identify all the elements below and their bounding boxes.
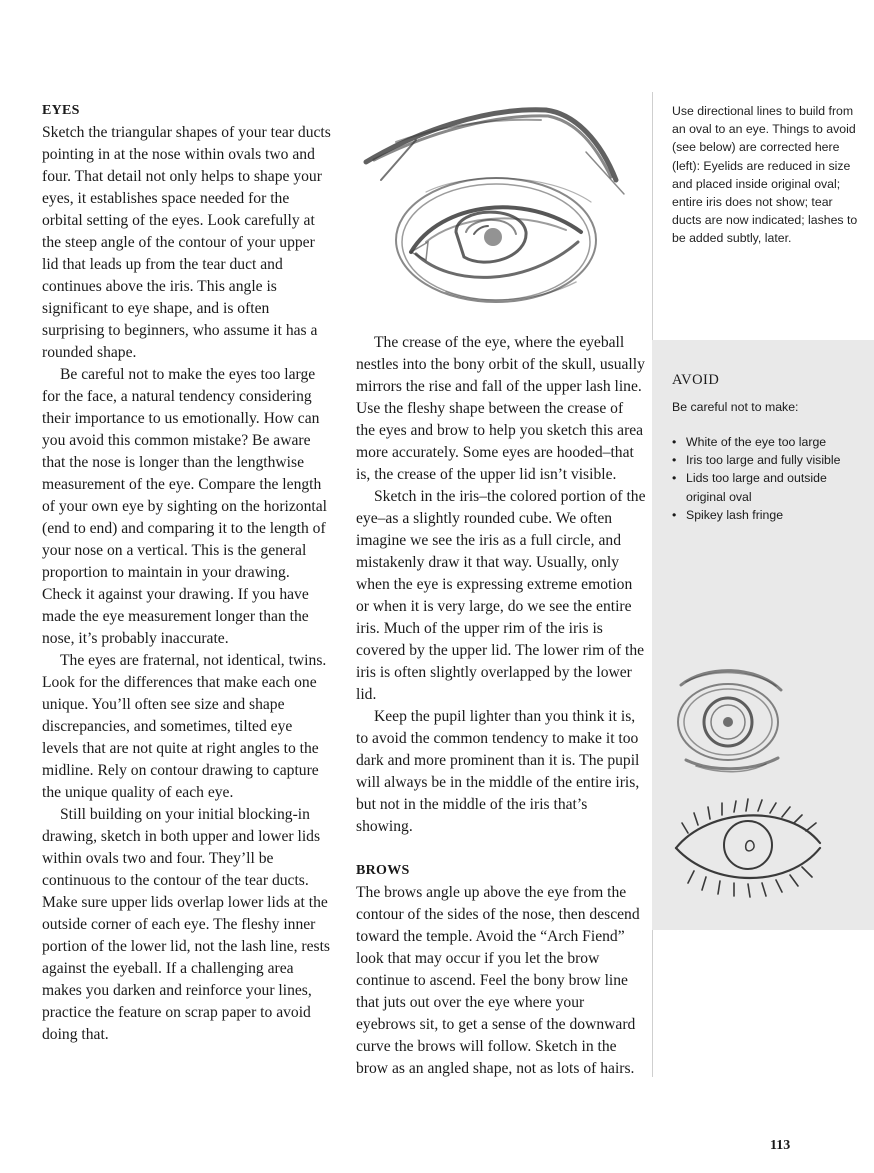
avoid-item: • White of the eye too large: [672, 433, 852, 451]
middle-paragraph-1: The crease of the eye, where the eyeball nestles into the bony orbit of the skull, usually mirrors the rise and fall of the upper lash line. Use the fleshy shape between the crease of the eyes and brow to help you sketch this area more accurately. Some eyes are hooded–that is, the crease of the upper lid isn’t visible.: [356, 334, 645, 483]
iris-too-large-sketch: [666, 660, 796, 780]
avoid-title: AVOID: [672, 372, 720, 388]
avoid-item: • Iris too large and fully visible: [672, 451, 852, 469]
brows-paragraph: The brows angle up above the eye from the contour of the sides of the nose, then descend toward the temple. Avoid the “Arch Fiend” look that may occur if you let the brow continue to ascend. Feel the bony brow line that juts out over the eye where your eyebrows sit, to get a sense of the downward curve the brows will follow. Sketch in the brow as an angled shape, not as lots of hairs.: [356, 884, 640, 1077]
page-number: 113: [770, 1138, 791, 1153]
eyes-section: [42, 100, 332, 1046]
avoid-intro: Be careful not to make:: [672, 400, 799, 414]
avoid-item: • Spikey lash fringe: [672, 506, 852, 524]
figure-caption: Use directional lines to build from an oval to an eye. Things to avoid (see below) are corrected here (left): Eyelids are reduced in size and placed inside original oval; entire iris does not show; tear ducts are now indicated; lashes to be added subtly, later.: [672, 104, 858, 246]
middle-column: [356, 92, 646, 1080]
eyes-paragraph-2: Be careful not to make the eyes too large for the face, a natural tendency considering their importance to us emotionally. How can you avoid this common mistake? Be aware that the nose is longer than the lengthwise measurement of the eye. Compare the length of your own eye by sighting on the horizontal (end to end) and comparing it to the length of your nose on a vertical. This is the general proportion to maintain in your drawing. Check it against your drawing. If you have made the eye measurement longer than the nose, it’s probably inaccurate.: [42, 366, 327, 647]
sidebar: [652, 92, 874, 1077]
middle-paragraph-3: Keep the pupil lighter than you think it is, to avoid the common tendency to make it too dark and more prominent than it is. The pupil will always be in the middle of the entire iris, but not in the middle of the iris that’s showing.: [356, 708, 640, 835]
eyes-paragraph-3: The eyes are fraternal, not identical, twins. Look for the differences that make each one unique. You’ll often see size and shape discrepancies, and sometimes, tilted eye levels that are not quite at right angles to the midline. Rely on contour drawing to capture the unique quality of each eye.: [42, 652, 327, 801]
eyes-paragraph-1: Sketch the triangular shapes of your tear ducts pointing in at the nose within ovals two and four. That detail not only helps to shape your eyes, it establishes space needed for the orbital setting of the eyes. Look carefully at the steep angle of the contour of your upper lid that leads up from the tear duct and continues above the iris. This angle is significant to eye shape, and is often surprising to beginners, who assume it has a rounded shape.: [42, 124, 331, 361]
avoid-list: [672, 433, 852, 524]
eye-sketch-illustration: [356, 92, 646, 332]
eyes-paragraph-4: Still building on your initial blocking-in drawing, sketch in both upper and lower lids within ovals two and four. They’ll be continuous to the contour of the tear ducts. Make sure upper lids overlap lower lids at the outside corner of each eye. The fleshy inner portion of the lower lid, not the lash line, rests against the eyeball. If a challenging area makes you darken and reinforce your lines, practice the feature on scrap paper to avoid doing that.: [42, 806, 330, 1043]
brows-heading: BROWS: [356, 863, 410, 878]
avoid-box: [652, 340, 874, 930]
brows-section: [356, 860, 646, 1080]
middle-paragraph-2: Sketch in the iris–the colored portion of the eye–as a slightly rounded cube. We often imagine we see the iris as a full circle, and mistakenly draw it that way. Usually, only when the eye is expressing extreme emotion or when it is very large, do we see the entire iris. Much of the upper rim of the iris is covered by the upper lid. The lower rim of the iris is often slightly overlapped by the lower lid.: [356, 488, 646, 703]
spikey-lash-eye-sketch: [668, 793, 828, 903]
avoid-item: • Lids too large and outside original oval: [672, 469, 852, 505]
eyes-heading: EYES: [42, 103, 80, 118]
